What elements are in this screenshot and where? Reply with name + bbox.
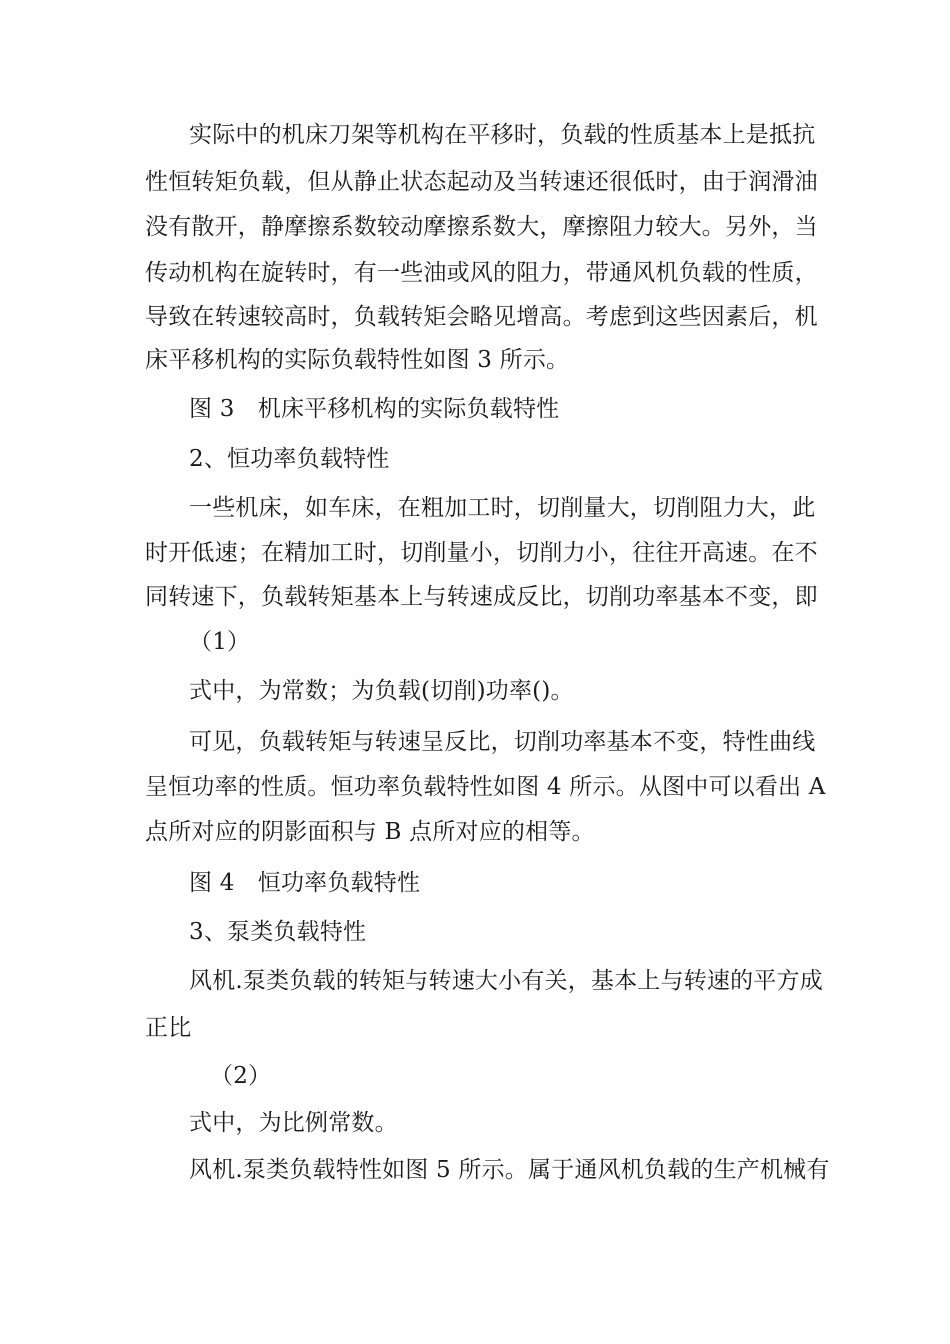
figure-3-caption: 图 3 机床平移机构的实际负载特性 <box>189 396 560 422</box>
paragraph-1-line-5: 导致在转速较高时，负载转矩会略见增高。考虑到这些因素后，机 <box>145 304 818 330</box>
paragraph-1-line-1: 实际中的机床刀架等机构在平移时，负载的性质基本上是抵抗 <box>189 122 816 148</box>
paragraph-2-line-3: 同转速下，负载转矩基本上与转速成反比，切削功率基本不变，即 <box>145 584 818 610</box>
paragraph-4-line-3: 点所对应的阴影面积与 B 点所对应的相等。 <box>145 819 595 845</box>
paragraph-2-line-2: 时开低速；在精加工时，切削量小，切削力小，往往开高速。在不 <box>145 540 818 566</box>
paragraph-5-line-1: 风机.泵类负载的转矩与转速大小有关，基本上与转速的平方成 <box>189 968 823 994</box>
paragraph-6: 式中，为比例常数。 <box>189 1110 398 1136</box>
paragraph-3: 式中，为常数；为负载(切削)功率()。 <box>189 678 574 704</box>
paragraph-1-line-3: 没有散开，静摩擦系数较动摩擦系数大，摩擦阻力较大。另外，当 <box>145 214 818 240</box>
paragraph-7-line-1: 风机.泵类负载特性如图 5 所示。属于通风机负载的生产机械有 <box>189 1157 830 1183</box>
paragraph-1-line-2: 性恒转矩负载，但从静止状态起动及当转速还很低时，由于润滑油 <box>145 169 818 195</box>
paragraph-5-line-2: 正比 <box>145 1015 192 1041</box>
equation-2-label: （2） <box>210 1063 272 1089</box>
equation-1-label: （1） <box>189 629 251 655</box>
paragraph-4-line-1: 可见，负载转矩与转速呈反比，切削功率基本不变，特性曲线 <box>189 729 816 755</box>
paragraph-4-line-2: 呈恒功率的性质。恒功率负载特性如图 4 所示。从图中可以看出 A <box>145 774 826 800</box>
paragraph-1-line-4: 传动机构在旋转时，有一些油或风的阻力，带通风机负载的性质， <box>145 260 818 286</box>
paragraph-1-line-6: 床平移机构的实际负载特性如图 3 所示。 <box>145 347 570 373</box>
paragraph-2-line-1: 一些机床，如车床，在粗加工时，切削量大，切削阻力大，此 <box>189 495 816 521</box>
section-2-heading: 2、恒功率负载特性 <box>189 446 390 472</box>
section-3-heading: 3、泵类负载特性 <box>189 919 367 945</box>
figure-4-caption: 图 4 恒功率负载特性 <box>189 870 421 896</box>
